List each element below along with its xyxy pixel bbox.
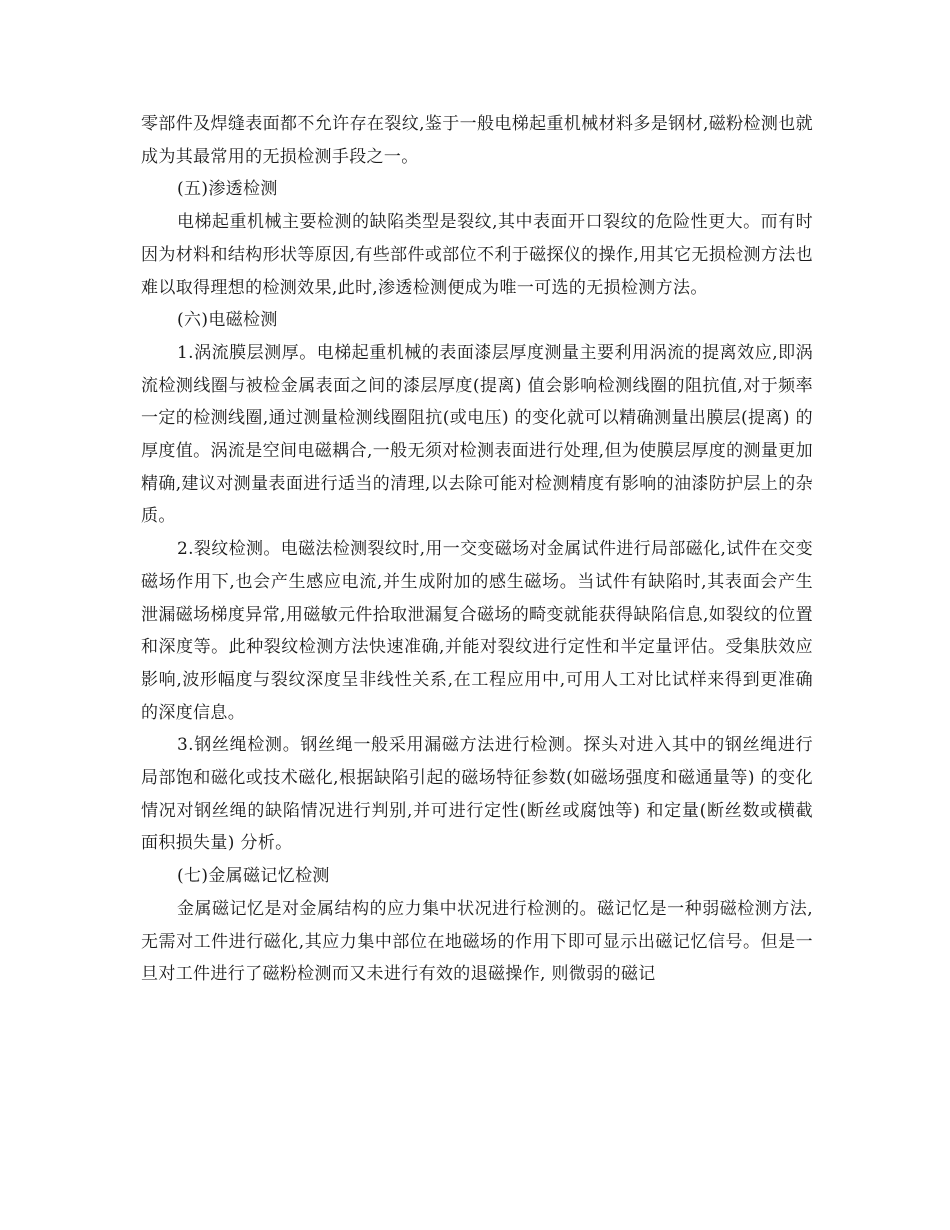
paragraph-wire-rope-detection: 3.钢丝绳检测。钢丝绳一般采用漏磁方法进行检测。探头对进入其中的钢丝绳进行局部饱和磁化或技术磁化,根据缺陷引起的磁场特征参数(如磁场强度和磁通量等) 的变化情况对钢丝绳的缺陷情况进行判别,并可进行定性(断丝或腐蚀等) 和定量(断丝数或横截面积损失量) 分析。 bbox=[141, 735, 813, 854]
heading-electromagnetic-testing: (六)电磁检测 bbox=[177, 310, 278, 331]
paragraph-eddy-current-coating-thickness: 1.涡流膜层测厚。电梯起重机械的表面漆层厚度测量主要利用涡流的提离效应,即涡流检测线圈与被检金属表面之间的漆层厚度(提离) 值会影响检测线圈的阻抗值,对于频率一定的检测线圈,通过测量检测线圈阻抗(或电压) 的变化就可以精确测量出膜层(提离) 的厚度值。涡流是空间电磁耦合,一般无须对检测表面进行处理,但为使膜层厚度的测量更加精确,建议对测量表面进行适当的清理,以去除可能对检测精度有影响的油漆防护层上的杂质。 bbox=[141, 342, 813, 527]
heading-penetrant-testing: (五)渗透检测 bbox=[177, 179, 278, 200]
paragraph-magnetic-particle-tail: 零部件及焊缝表面都不允许存在裂纹,鉴于一般电梯起重机械材料多是钢材,磁粉检测也就成为其最常用的无损检测手段之一。 bbox=[141, 114, 813, 167]
paragraph-crack-detection: 2.裂纹检测。电磁法检测裂纹时,用一交变磁场对金属试件进行局部磁化,试件在交变磁场作用下,也会产生感应电流,并生成附加的感生磁场。当试件有缺陷时,其表面会产生泄漏磁场梯度异常,用磁敏元件拾取泄漏复合磁场的畸变就能获得缺陷信息,如裂纹的位置和深度等。此种裂纹检测方法快速准确,并能对裂纹进行定性和半定量评估。受集肤效应影响,波形幅度与裂纹深度呈非线性关系,在工程应用中,可用人工对比试样来得到更准确的深度信息。 bbox=[141, 539, 813, 723]
heading-metal-magnetic-memory: (七)金属磁记忆检测 bbox=[177, 866, 330, 887]
paragraph-penetrant-testing: 电梯起重机械主要检测的缺陷类型是裂纹,其中表面开口裂纹的危险性更大。而有时因为材料和结构形状等原因,有些部件或部位不利于磁探仪的操作,用其它无损检测方法也难以取得理想的检测效果,此时,渗透检测便成为唯一可选的无损检测方法。 bbox=[141, 212, 813, 298]
paragraph-metal-magnetic-memory: 金属磁记忆是对金属结构的应力集中状况进行检测的。磁记忆是一种弱磁检测方法, 无需对工件进行磁化,其应力集中部位在地磁场的作用下即可显示出磁记忆信号。但是一旦对工件进行了磁粉检测而又未进行有效的退磁操作, 则微弱的磁记 bbox=[141, 898, 813, 985]
document-body bbox=[141, 108, 813, 991]
